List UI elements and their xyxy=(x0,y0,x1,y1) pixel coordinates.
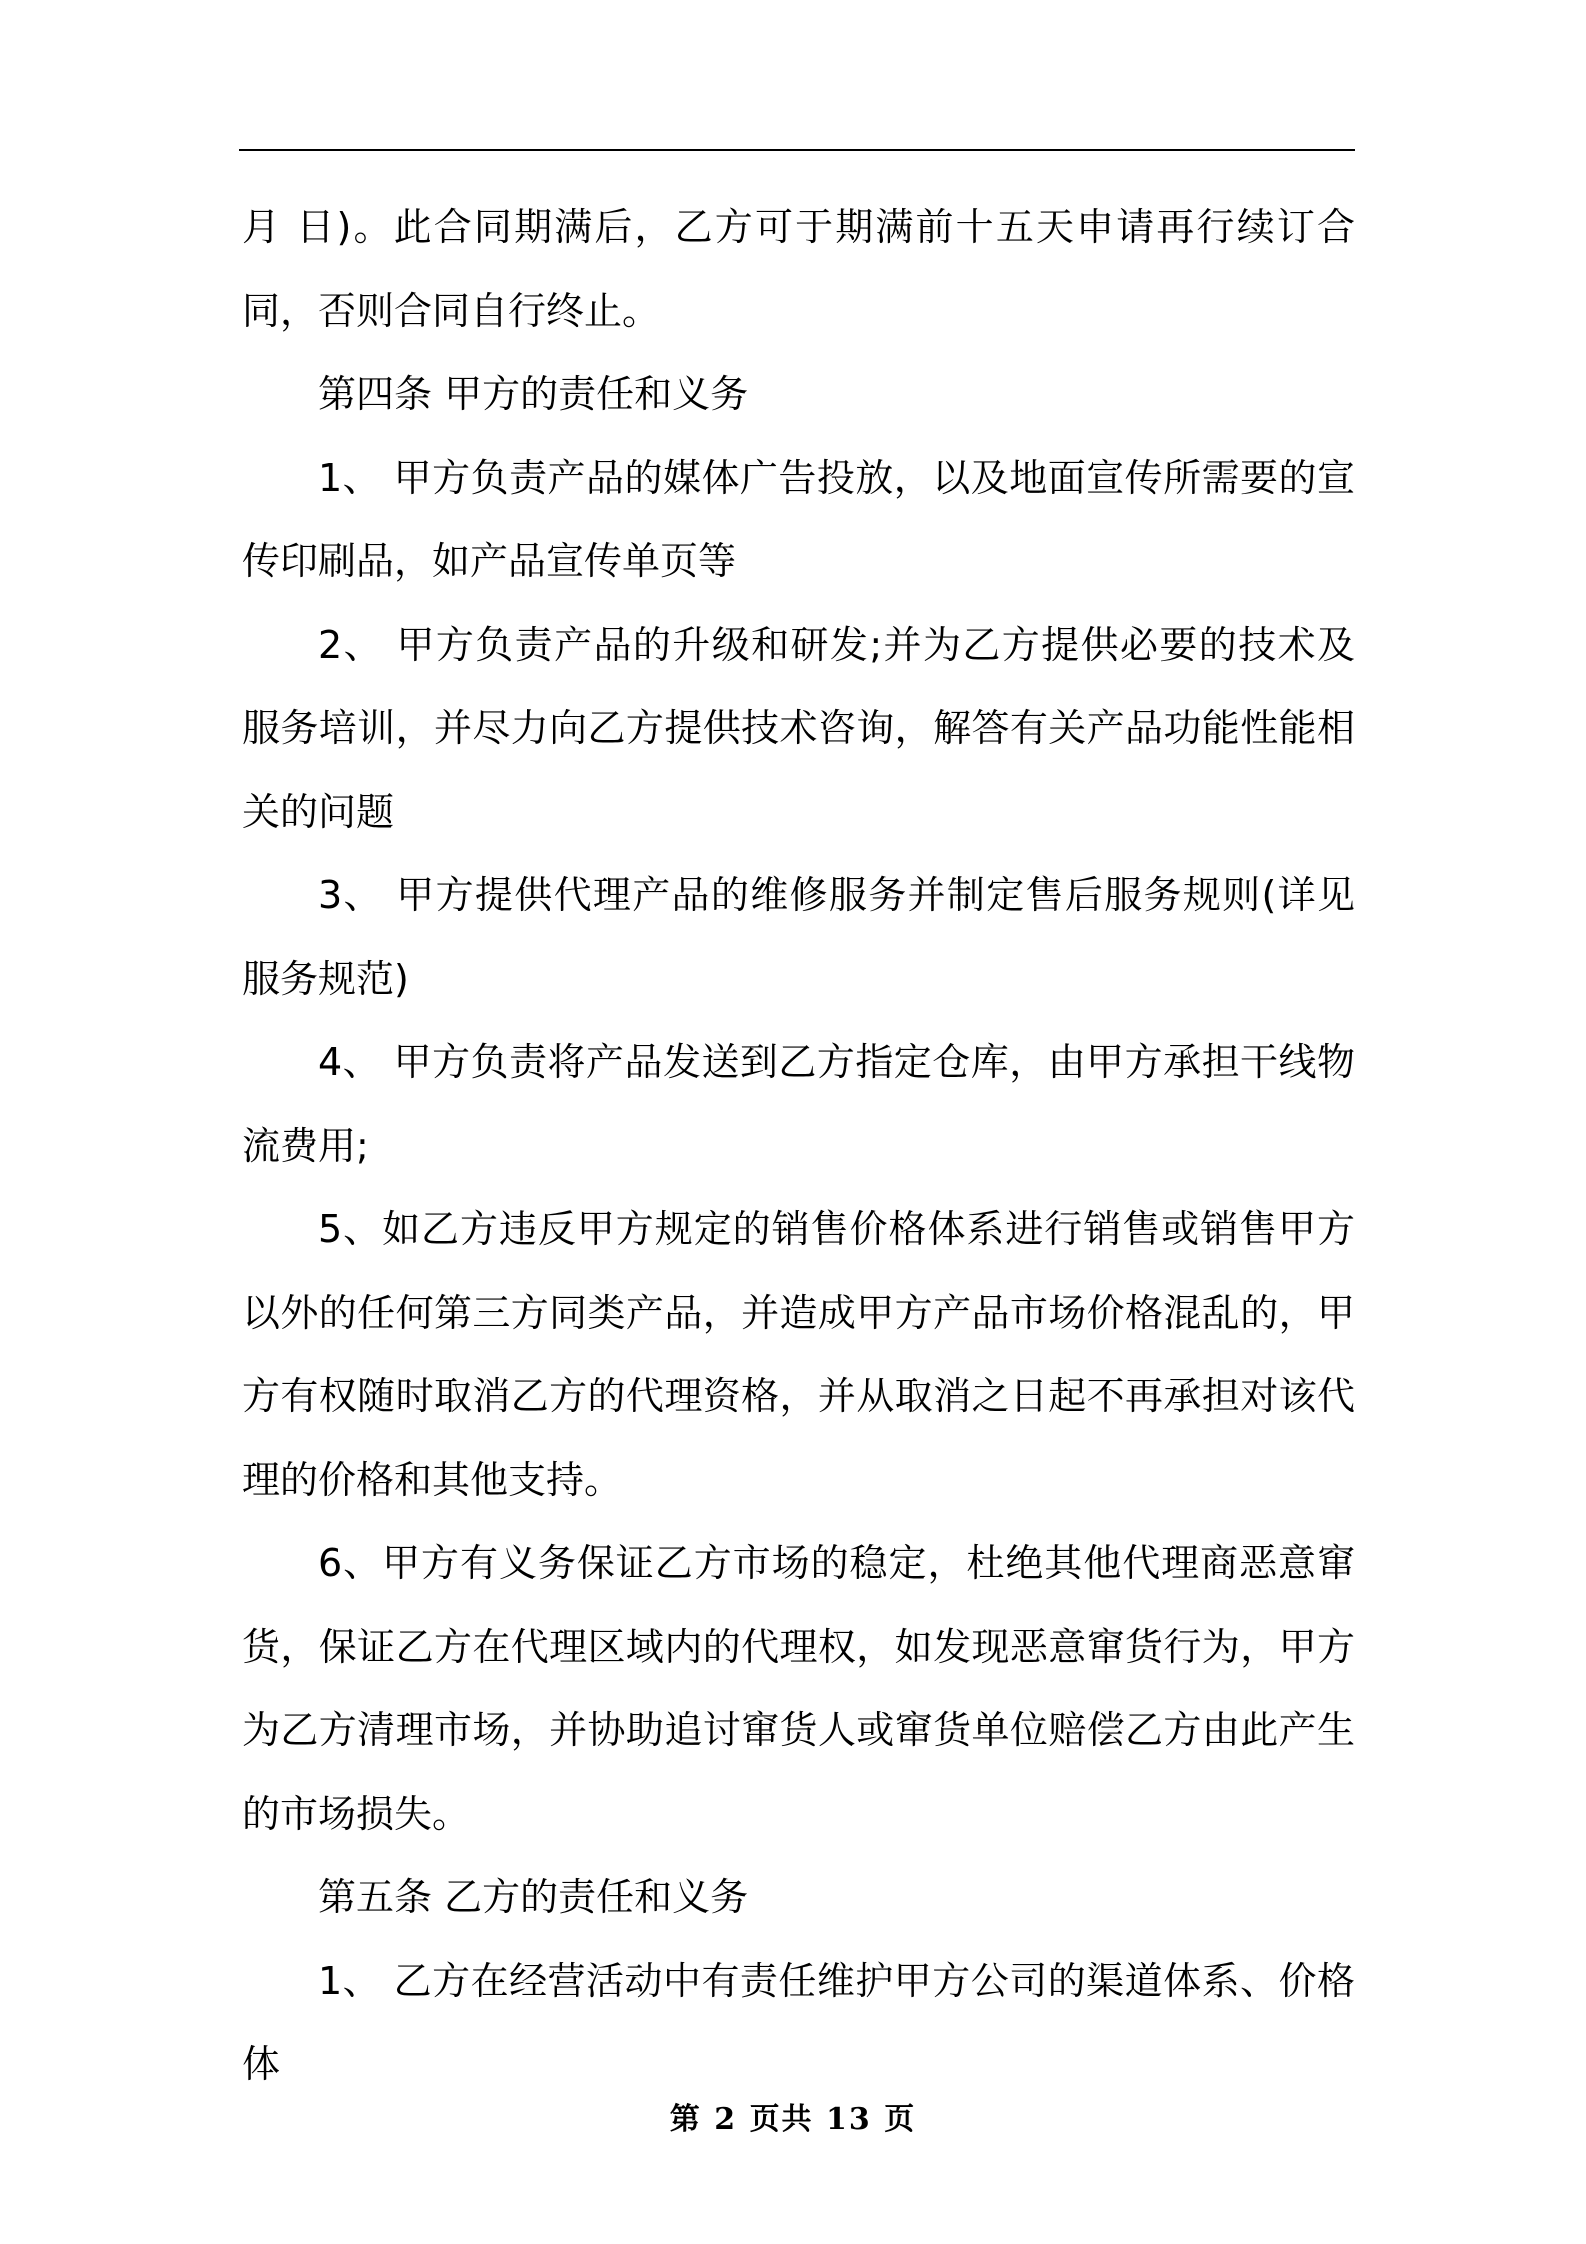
section-heading-article-5: 第五条 乙方的责任和义务 xyxy=(318,1875,749,1919)
footer-middle: 页共 xyxy=(749,2102,814,2137)
footer-suffix: 页 xyxy=(884,2102,917,2137)
paragraph: 2、 甲方负责产品的升级和研发;并为乙方提供必要的技术及服务培训，并尽力向乙方提供技术咨询，解答有关产品功能性能相关的问题 xyxy=(242,622,1355,834)
paragraph: 3、 甲方提供代理产品的维修服务并制定售后服务规则(详见服务规范) xyxy=(242,873,1355,1001)
paragraph: 月 日)。此合同期满后，乙方可于期满前十五天申请再行续订合同，否则合同自行终止。 xyxy=(242,205,1355,333)
current-page-number: 2 xyxy=(714,2102,738,2137)
paragraph: 6、甲方有义务保证乙方市场的稳定，杜绝其他代理商恶意窜货，保证乙方在代理区域内的代理权，如发现恶意窜货行为，甲方为乙方清理市场，并协助追讨窜货人或窜货单位赔偿乙方由此产生的市场损失。 xyxy=(242,1541,1355,1836)
paragraph: 1、 乙方在经营活动中有责任维护甲方公司的渠道体系、价格体 xyxy=(242,1958,1355,2086)
paragraph: 1、 甲方负责产品的媒体广告投放，以及地面宣传所需要的宣传印刷品，如产品宣传单页等 xyxy=(242,455,1355,583)
header-rule xyxy=(239,149,1355,151)
page-number-footer xyxy=(0,2094,1586,2138)
section-heading-article-4: 第四条 甲方的责任和义务 xyxy=(318,372,749,416)
paragraph: 5、如乙方违反甲方规定的销售价格体系进行销售或销售甲方以外的任何第三方同类产品，并造成甲方产品市场价格混乱的，甲方有权随时取消乙方的代理资格，并从取消之日起不再承担对该代理的价格和其他支持。 xyxy=(242,1207,1355,1502)
paragraph: 4、 甲方负责将产品发送到乙方指定仓库，由甲方承担干线物流费用; xyxy=(242,1040,1355,1168)
document-body xyxy=(242,186,1355,2107)
footer-prefix: 第 xyxy=(669,2102,702,2137)
total-pages-number: 13 xyxy=(826,2102,872,2137)
